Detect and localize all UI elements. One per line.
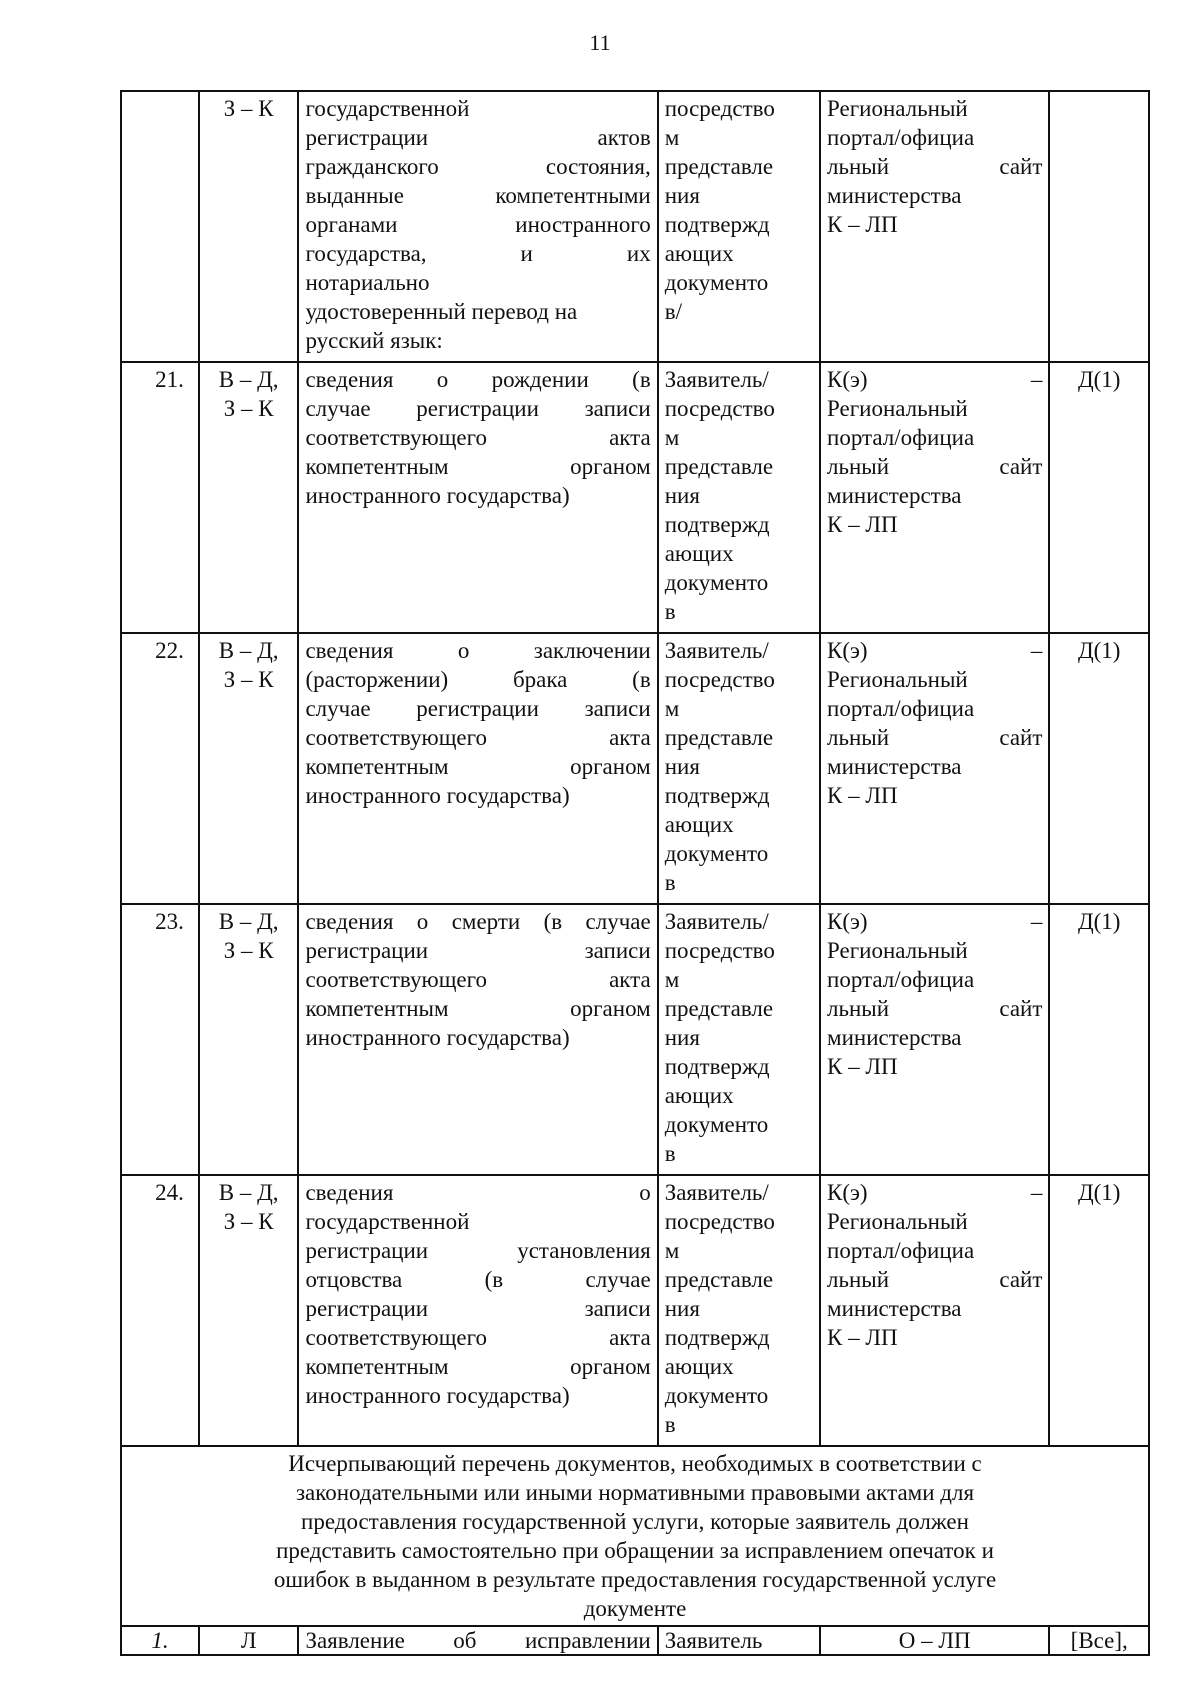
cell-description: государственной регистрации актов гражданского состояния, выданные компетентными органами иностранного государства, и их нотариально удостоверенный перевод на русский язык: bbox=[298, 91, 657, 362]
cell-submitter: Заявитель/ посредство м представле ния подтвержд ающих документо в bbox=[658, 1175, 820, 1446]
cell-result: Д(1) bbox=[1049, 904, 1149, 1175]
table-row bbox=[121, 904, 1149, 1175]
cell-submission-method: Региональный портал/официа льный сайт министерства К – ЛП bbox=[820, 91, 1049, 362]
cell-code: В – Д, З – К bbox=[199, 362, 299, 633]
cell-submitter: Заявитель/ посредство м представле ния подтвержд ающих документо в bbox=[658, 904, 820, 1175]
table-row bbox=[121, 1626, 1149, 1655]
cell-submitter: Заявитель/ посредство м представле ния подтвержд ающих документо в bbox=[658, 362, 820, 633]
cell-submitter: Заявитель bbox=[658, 1626, 820, 1655]
cell-number: 1. bbox=[121, 1626, 199, 1655]
cell-submission-method: К(э) – Региональный портал/официа льный сайт министерства К – ЛП bbox=[820, 1175, 1049, 1446]
cell-description: сведения о государственной регистрации установления отцовства (в случае регистрации записи соответствующего акта компетентным органом иностранного государства) bbox=[298, 1175, 657, 1446]
cell-code: В – Д, З – К bbox=[199, 1175, 299, 1446]
cell-code: В – Д, З – К bbox=[199, 904, 299, 1175]
cell-description: сведения о смерти (в случае регистрации записи соответствующего акта компетентным органом иностранного государства) bbox=[298, 904, 657, 1175]
cell-result: Д(1) bbox=[1049, 1175, 1149, 1446]
cell-result: [Все], bbox=[1049, 1626, 1149, 1655]
page-number: 11 bbox=[589, 30, 611, 55]
cell-code: З – К bbox=[199, 91, 299, 362]
cell-number: 24. bbox=[121, 1175, 199, 1446]
cell-number: 21. bbox=[121, 362, 199, 633]
cell-submission-method: К(э) – Региональный портал/официа льный сайт министерства К – ЛП bbox=[820, 904, 1049, 1175]
section-heading-row bbox=[121, 1446, 1149, 1626]
table-row bbox=[121, 1175, 1149, 1446]
cell-submitter: посредство м представле ния подтвержд ающих документо в/ bbox=[658, 91, 820, 362]
cell-description: сведения о заключении (расторжении) брака (в случае регистрации записи соответствующего акта компетентным органом иностранного государства) bbox=[298, 633, 657, 904]
section-heading: Исчерпывающий перечень документов, необходимых в соответствии с законодательными или иными нормативными правовыми актами для предоставления государственной услуги, которые заявитель должен представить самостоятельно при обращении за исправлением опечаток и ошибок в выданном в результате предоставления государственной услуге документе bbox=[121, 1446, 1149, 1626]
cell-submitter: Заявитель/ посредство м представле ния подтвержд ающих документо в bbox=[658, 633, 820, 904]
cell-description: сведения о рождении (в случае регистрации записи соответствующего акта компетентным органом иностранного государства) bbox=[298, 362, 657, 633]
cell-result: Д(1) bbox=[1049, 362, 1149, 633]
cell-description: Заявление об исправлении bbox=[298, 1626, 657, 1655]
cell-submission-method: О – ЛП bbox=[820, 1626, 1049, 1655]
table-row bbox=[121, 362, 1149, 633]
cell-number: 22. bbox=[121, 633, 199, 904]
cell-submission-method: К(э) – Региональный портал/официа льный сайт министерства К – ЛП bbox=[820, 362, 1049, 633]
cell-submission-method: К(э) – Региональный портал/официа льный сайт министерства К – ЛП bbox=[820, 633, 1049, 904]
cell-code: В – Д, З – К bbox=[199, 633, 299, 904]
documents-table bbox=[120, 90, 1150, 1656]
cell-result bbox=[1049, 91, 1149, 362]
cell-result: Д(1) bbox=[1049, 633, 1149, 904]
table-row-continuation bbox=[121, 91, 1149, 362]
cell-number bbox=[121, 91, 199, 362]
cell-number: 23. bbox=[121, 904, 199, 1175]
cell-code: Л bbox=[199, 1626, 299, 1655]
table-row bbox=[121, 633, 1149, 904]
